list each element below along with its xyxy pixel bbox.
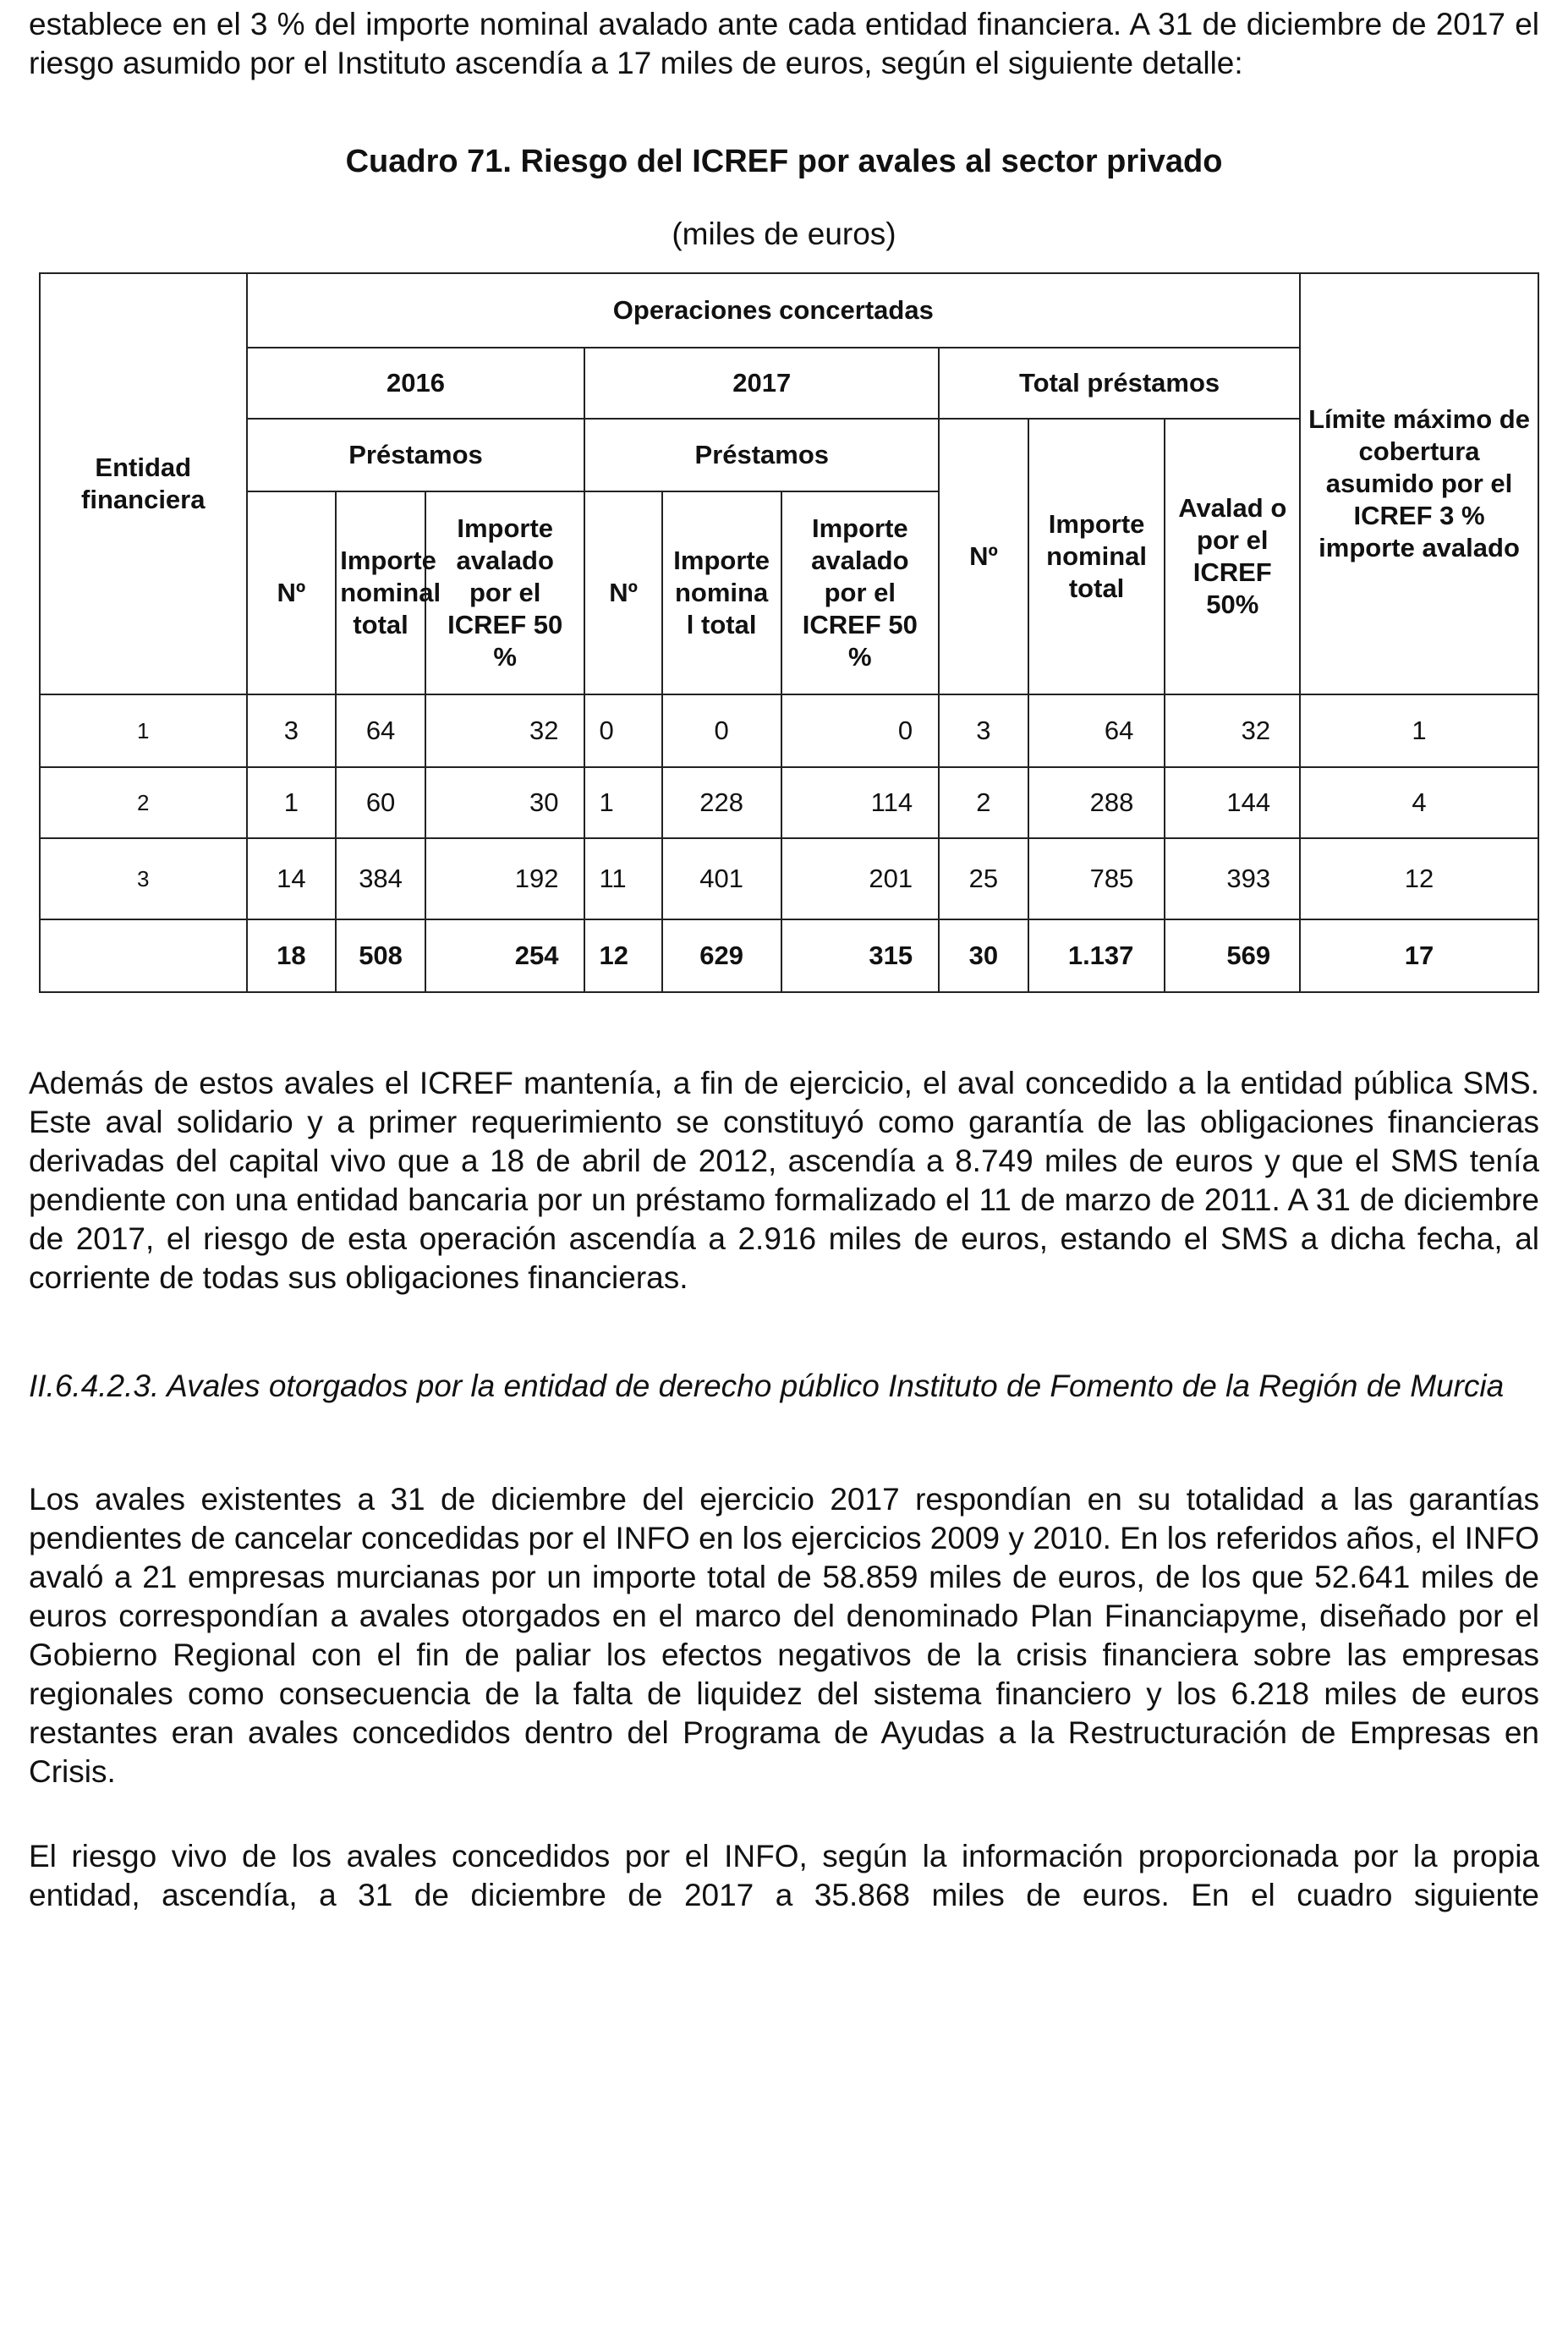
header-2016: 2016 [247,348,585,419]
cell-lim: 12 [1300,838,1538,919]
header-avalado-2017: Importe avalado por el ICREF 50 % [781,491,940,694]
cell-n16: 14 [247,838,337,919]
cell-n17: 1 [584,767,661,838]
paragraph-riesgo: El riesgo vivo de los avales concedidos por el INFO, según la información proporcionada por la propia entidad, ascendía, a 31 de diciembre de 2017 a 35.868 miles de euros. En el cuadro siguiente [29,1839,1539,1912]
table-title: Cuadro 71. Riesgo del ICREF por avales al sector privado [345,144,1223,179]
cell-lim: 17 [1300,919,1538,992]
table-unit: (miles de euros) [672,217,896,251]
cell-nt: 2 [939,767,1028,838]
cell-av17: 114 [781,767,940,838]
cell-imp16: 508 [336,919,425,992]
cell-nt: 30 [939,919,1028,992]
cell-impt: 288 [1028,767,1165,838]
cell-imp16: 60 [336,767,425,838]
cell-imp17: 401 [662,838,781,919]
cell-n17: 0 [584,694,661,767]
cell-imp16: 384 [336,838,425,919]
cell-impt: 785 [1028,838,1165,919]
cell-imp17: 0 [662,694,781,767]
cell-impt: 1.137 [1028,919,1165,992]
risk-table [39,272,1539,993]
cell-av17: 201 [781,838,940,919]
header-prestamos-2016: Préstamos [247,419,585,491]
cell-lim: 4 [1300,767,1538,838]
cell-nt: 3 [939,694,1028,767]
header-operaciones: Operaciones concertadas [247,273,1301,348]
cell-n16: 3 [247,694,337,767]
table-row [40,767,1538,838]
header-n-total: Nº [939,419,1028,694]
cell-n17: 11 [584,838,661,919]
cell-imp17: 228 [662,767,781,838]
cell-n17: 12 [584,919,661,992]
cell-av16: 32 [425,694,585,767]
cell-entidad: 1 [40,694,247,767]
cell-avt: 393 [1165,838,1300,919]
paragraph-sms: Además de estos avales el ICREF mantenía, a fin de ejercicio, el aval concedido a la entidad pública SMS. Este aval solidario y a primer requerimiento se constituyó como garantía de las obligaciones financieras derivadas del capital vivo que a 18 de abril de 2012, ascendía a 8.749 miles de euros y que el SMS tenía pendiente con una entidad bancaria por un préstamo formalizado el 11 de marzo de 2011. A 31 de diciembre de 2017, el riesgo de esta operación ascendía a 2.916 miles de euros, estando el SMS a dicha fecha, al corriente de todas sus obligaciones financieras. [29,1066,1539,1295]
cell-nt: 25 [939,838,1028,919]
cell-entidad: 3 [40,838,247,919]
table-row [40,694,1538,767]
cell-avt: 569 [1165,919,1300,992]
table-row [40,838,1538,919]
header-avalado-total: Avalad o por el ICREF 50% [1165,419,1300,694]
cell-impt: 64 [1028,694,1165,767]
cell-imp17: 629 [662,919,781,992]
cell-av17: 0 [781,694,940,767]
header-2017: 2017 [584,348,939,419]
header-n-2017: Nº [584,491,661,694]
cell-av16: 192 [425,838,585,919]
cell-av16: 30 [425,767,585,838]
intro-paragraph: establece en el 3 % del importe nominal avalado ante cada entidad financiera. A 31 de diciembre de 2017 el riesgo asumido por el Instituto ascendía a 17 miles de euros, según el siguiente detalle: [29,7,1539,80]
cell-n16: 18 [247,919,337,992]
cell-avt: 144 [1165,767,1300,838]
cell-avt: 32 [1165,694,1300,767]
header-entidad: Entidad financiera [40,273,247,694]
cell-av17: 315 [781,919,940,992]
paragraph-info: Los avales existentes a 31 de diciembre del ejercicio 2017 respondían en su totalidad a las garantías pendientes de cancelar concedidas por el INFO en los ejercicios 2009 y 2010. En los referidos años, el INFO avaló a 21 empresas murcianas por un importe total de 58.859 miles de euros, de los que 52.641 miles de euros correspondían a avales otorgados en el marco del denominado Plan Financiapyme, diseñado por el Gobierno Regional con el fin de paliar los efectos negativos de la crisis financiera sobre las empresas regionales como consecuencia de la falta de liquidez del sistema financiero y los 6.218 miles de euros restantes eran avales concedidos dentro del Programa de Ayudas a la Restructuración de Empresas en Crisis. [29,1482,1539,1789]
cell-n16: 1 [247,767,337,838]
header-importe-total: Importe nominal total [1028,419,1165,694]
header-total-prestamos: Total préstamos [939,348,1300,419]
header-importe-2017: Importe nomina l total [662,491,781,694]
cell-lim: 1 [1300,694,1538,767]
header-prestamos-2017: Préstamos [584,419,939,491]
header-limite: Límite máximo de cobertura asumido por el ICREF 3 % importe avalado [1300,273,1538,694]
cell-entidad: 2 [40,767,247,838]
table-total-row [40,919,1538,992]
header-n-2016: Nº [247,491,337,694]
section-heading: II.6.4.2.3. Avales otorgados por la entidad de derecho público Instituto de Fomento de la Región de Murcia [29,1369,1505,1403]
cell-av16: 254 [425,919,585,992]
header-avalado-2016: Importe avalado por el ICREF 50 % [425,491,585,694]
cell-entidad [40,919,247,992]
header-importe-2016: Importe nominal total [336,491,425,694]
cell-imp16: 64 [336,694,425,767]
